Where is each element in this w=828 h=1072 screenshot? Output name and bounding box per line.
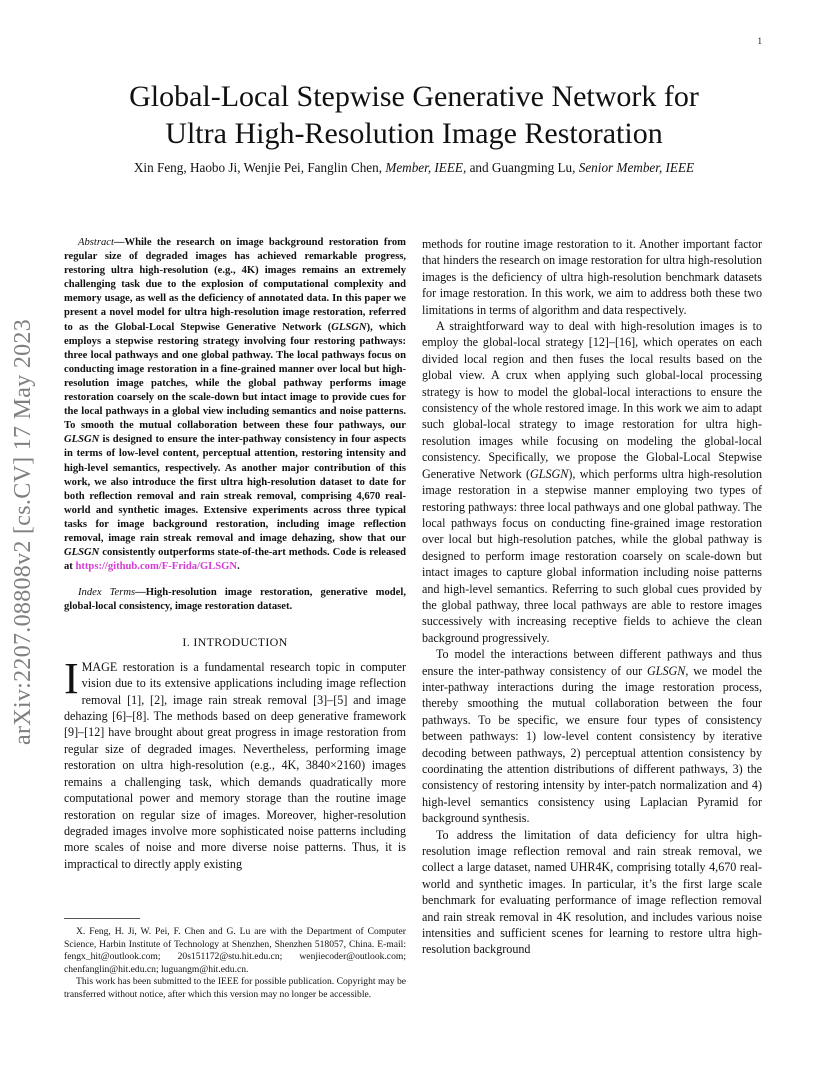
index-terms-lead: Index Terms bbox=[78, 587, 136, 599]
abstract-text-4: consistently outperforms state-of-the-art methods. Code is released at bbox=[64, 547, 406, 573]
abstract-end: . bbox=[237, 561, 240, 573]
footnote-copyright: This work has been submitted to the IEEE for possible publication. Copyright may be transferred without notice, after which this version may no longer be accessible. bbox=[64, 976, 406, 1000]
right-paragraph-2 bbox=[422, 318, 762, 646]
index-terms bbox=[64, 586, 406, 614]
abstract-model-name-1: GLSGN bbox=[331, 321, 367, 333]
index-terms-text: —High-resolution image restoration, generative model, global-local consistency, image restoration dataset. bbox=[64, 587, 406, 613]
title-line-2: Ultra High-Resolution Image Restoration bbox=[165, 117, 663, 150]
right-model-name-1: GLSGN bbox=[530, 466, 569, 481]
footnotes bbox=[64, 926, 406, 1002]
drop-cap: I bbox=[64, 653, 79, 703]
arxiv-identifier-stamp: arXiv:2207.08808v2 [cs.CV] 17 May 2023 bbox=[10, 318, 36, 745]
right-model-name-2: GLSGN bbox=[647, 663, 686, 678]
code-repository-link[interactable]: https://github.com/F-Frida/GLSGN bbox=[75, 561, 238, 573]
right-column bbox=[422, 236, 762, 958]
abstract-text-1: —While the research on image background restoration from regular size of degraded images has achieved remarkable progress, restoring ultra high-resolution (e.g., 4K) images remains an extremely challenging task due to the explosion of computational complexity and memory usage, as well as the deficiency of annotated data. In this paper we present a novel model for ultra high-resolution image restoration, referred to as the Global-Local Stepwise Generative Network ( bbox=[64, 237, 406, 333]
senior-member-affiliation: Senior Member, IEEE bbox=[578, 160, 695, 175]
right-text-3a: To model the interactions between different pathways and thus ensure the inter-pathway consistency of our bbox=[422, 647, 762, 678]
author-line bbox=[30, 160, 798, 176]
author-conjunction: , and Guangming Lu, bbox=[462, 160, 579, 175]
abstract-model-name-3: GLSGN bbox=[64, 547, 100, 559]
author-names: Xin Feng, Haobo Ji, Wenjie Pei, Fanglin Chen, bbox=[133, 160, 386, 175]
abstract-text-2: ), which employs a stepwise restoring strategy involving four restoring pathways: three local pathways and one global pathway. The local pathways focus on conducting image restoration in a fine-grained manner over local but high-resolution image patches, while the global pathway performs image restoration coarsely on the scale-down but intact image to provide cues for the local pathways in a global view including semantics and noise patterns. To smooth the mutual collaboration between these four pathways, our bbox=[64, 321, 406, 432]
paper-title bbox=[40, 78, 788, 152]
abstract-text-3: is designed to ensure the inter-pathway consistency in four aspects in terms of low-level content, perceptual attention, restoring intensity and high-level semantics, respectively. As another major contribution of this work, we also introduce the first ultra high-resolution dataset to date for both reflection removal and rain streak removal, comprising 4,670 real-world and synthetic images. Extensive experiments across three typical tasks for image background restoration, including image reflection removal, image rain streak removal and image dehazing, show that our bbox=[64, 434, 406, 544]
right-text-2a: A straightforward way to deal with high-resolution images is to employ the global-local strategy [12]–[16], which operates on each divided local region and then fuses the local results based on the global view. A crux when applying such global-local processing strategy is how to model the global-local interactions to ensure the consistency of the whole restored image. In this work we aim to adapt such global-local strategy to image restoration for ultra high-resolution images while focusing on modeling the global-local consistency. Specifically, we propose the Global-Local Stepwise Generative Network ( bbox=[422, 319, 762, 481]
footnote-divider bbox=[64, 918, 140, 919]
right-paragraph-1: methods for routine image restoration to it. Another important factor that hinders the research on image restoration for ultra high-resolution images is the deficiency of ultra high-resolution benchmark datasets for image restoration. In this work, we aim to address both these two limitations in terms of algorithm and data respectively. bbox=[422, 237, 762, 317]
member-affiliation: Member, IEEE bbox=[385, 160, 463, 175]
right-paragraph-3 bbox=[422, 646, 762, 826]
page-number: 1 bbox=[757, 36, 762, 46]
right-text-3b: , we model the inter-pathway interactions during the image restoration process, thereby smoothing the mutual collaboration between the four pathways. To be specific, we ensure four types of consistency between pathways: 1) low-level content consistency by iterative decoding between pathways, 2) perceptual attention consistency by coordinating the attention distributions of different pathways, 3) the consistency of restoring intensity by inter-patch normalization and 4) high-level semantics consistency using Laplacian Pyramid for background synthesis. bbox=[422, 663, 763, 826]
abstract bbox=[64, 236, 406, 574]
abstract-model-name-2: GLSGN bbox=[64, 434, 100, 446]
section-heading-introduction: I. INTRODUCTION bbox=[182, 635, 288, 650]
footnote-affiliation: X. Feng, H. Ji, W. Pei, F. Chen and G. Lu are with the Department of Computer Science, Harbin Institute of Technology at Shenzhen, Shenzhen 518057, China. E-mail: fengx_hit@outlook.com; 20s151172@stu.hit.edu.cn; wenjiecoder@outlook.com; chenfanglin@hit.edu.cn; luguangm@hit.edu.cn. bbox=[64, 926, 406, 975]
introduction-paragraph-1 bbox=[64, 653, 406, 872]
introduction-text-1: MAGE restoration is a fundamental research topic in computer vision due to its extensive applications including image reflection removal [1], [2], image rain streak removal [3]–[5] and image dehazing [6]–[8]. The methods based on deep generative framework [9]–[12] have brought about great progress in image restoration from regular size of degraded images. Nevertheless, performing image restoration on ultra high-resolution (e.g., 4K, 3840×2160) images remains a challenging task, which demands quadratically more computational power and memory storage than the routine image restoration on regular size of images. Moreover, higher-resolution degraded images involve more sophisticated noise patterns including more scales of noise and more diverse noise patterns. Thus, it is impractical to directly apply existing bbox=[64, 659, 406, 871]
abstract-lead: Abstract bbox=[78, 237, 114, 248]
left-column bbox=[64, 236, 406, 872]
right-text-2b: ), which performs ultra high-resolution image restoration in a stepwise manner employing two types of restoring pathways: three local pathways and one global pathway. The local pathways focus on conducting fine-grained image restoration over local but high-resolution patches, while the global pathway is designed to perform image restoration coarsely on scale-down but intact images to capture global information including noise patterns and high-level semantics. Referring to such global cues provided by the global pathway, three local pathways are able to restore images successively with increasing receptive fields to achieve the clean background progressively. bbox=[422, 466, 762, 645]
right-paragraph-4: To address the limitation of data deficiency for ultra high-resolution image reflection removal and rain streak removal, we collect a large dataset, named UHR4K, comprising totally 4,670 real-world and synthetic images. In particular, it’s the first large scale benchmark for evaluating performance of image reflection removal and rain streak removal in 4K resolution, and includes various noise intensities and sufficient scenes for learning to restore ultra high-resolution background bbox=[422, 827, 762, 957]
title-line-1: Global-Local Stepwise Generative Network for bbox=[129, 80, 699, 113]
